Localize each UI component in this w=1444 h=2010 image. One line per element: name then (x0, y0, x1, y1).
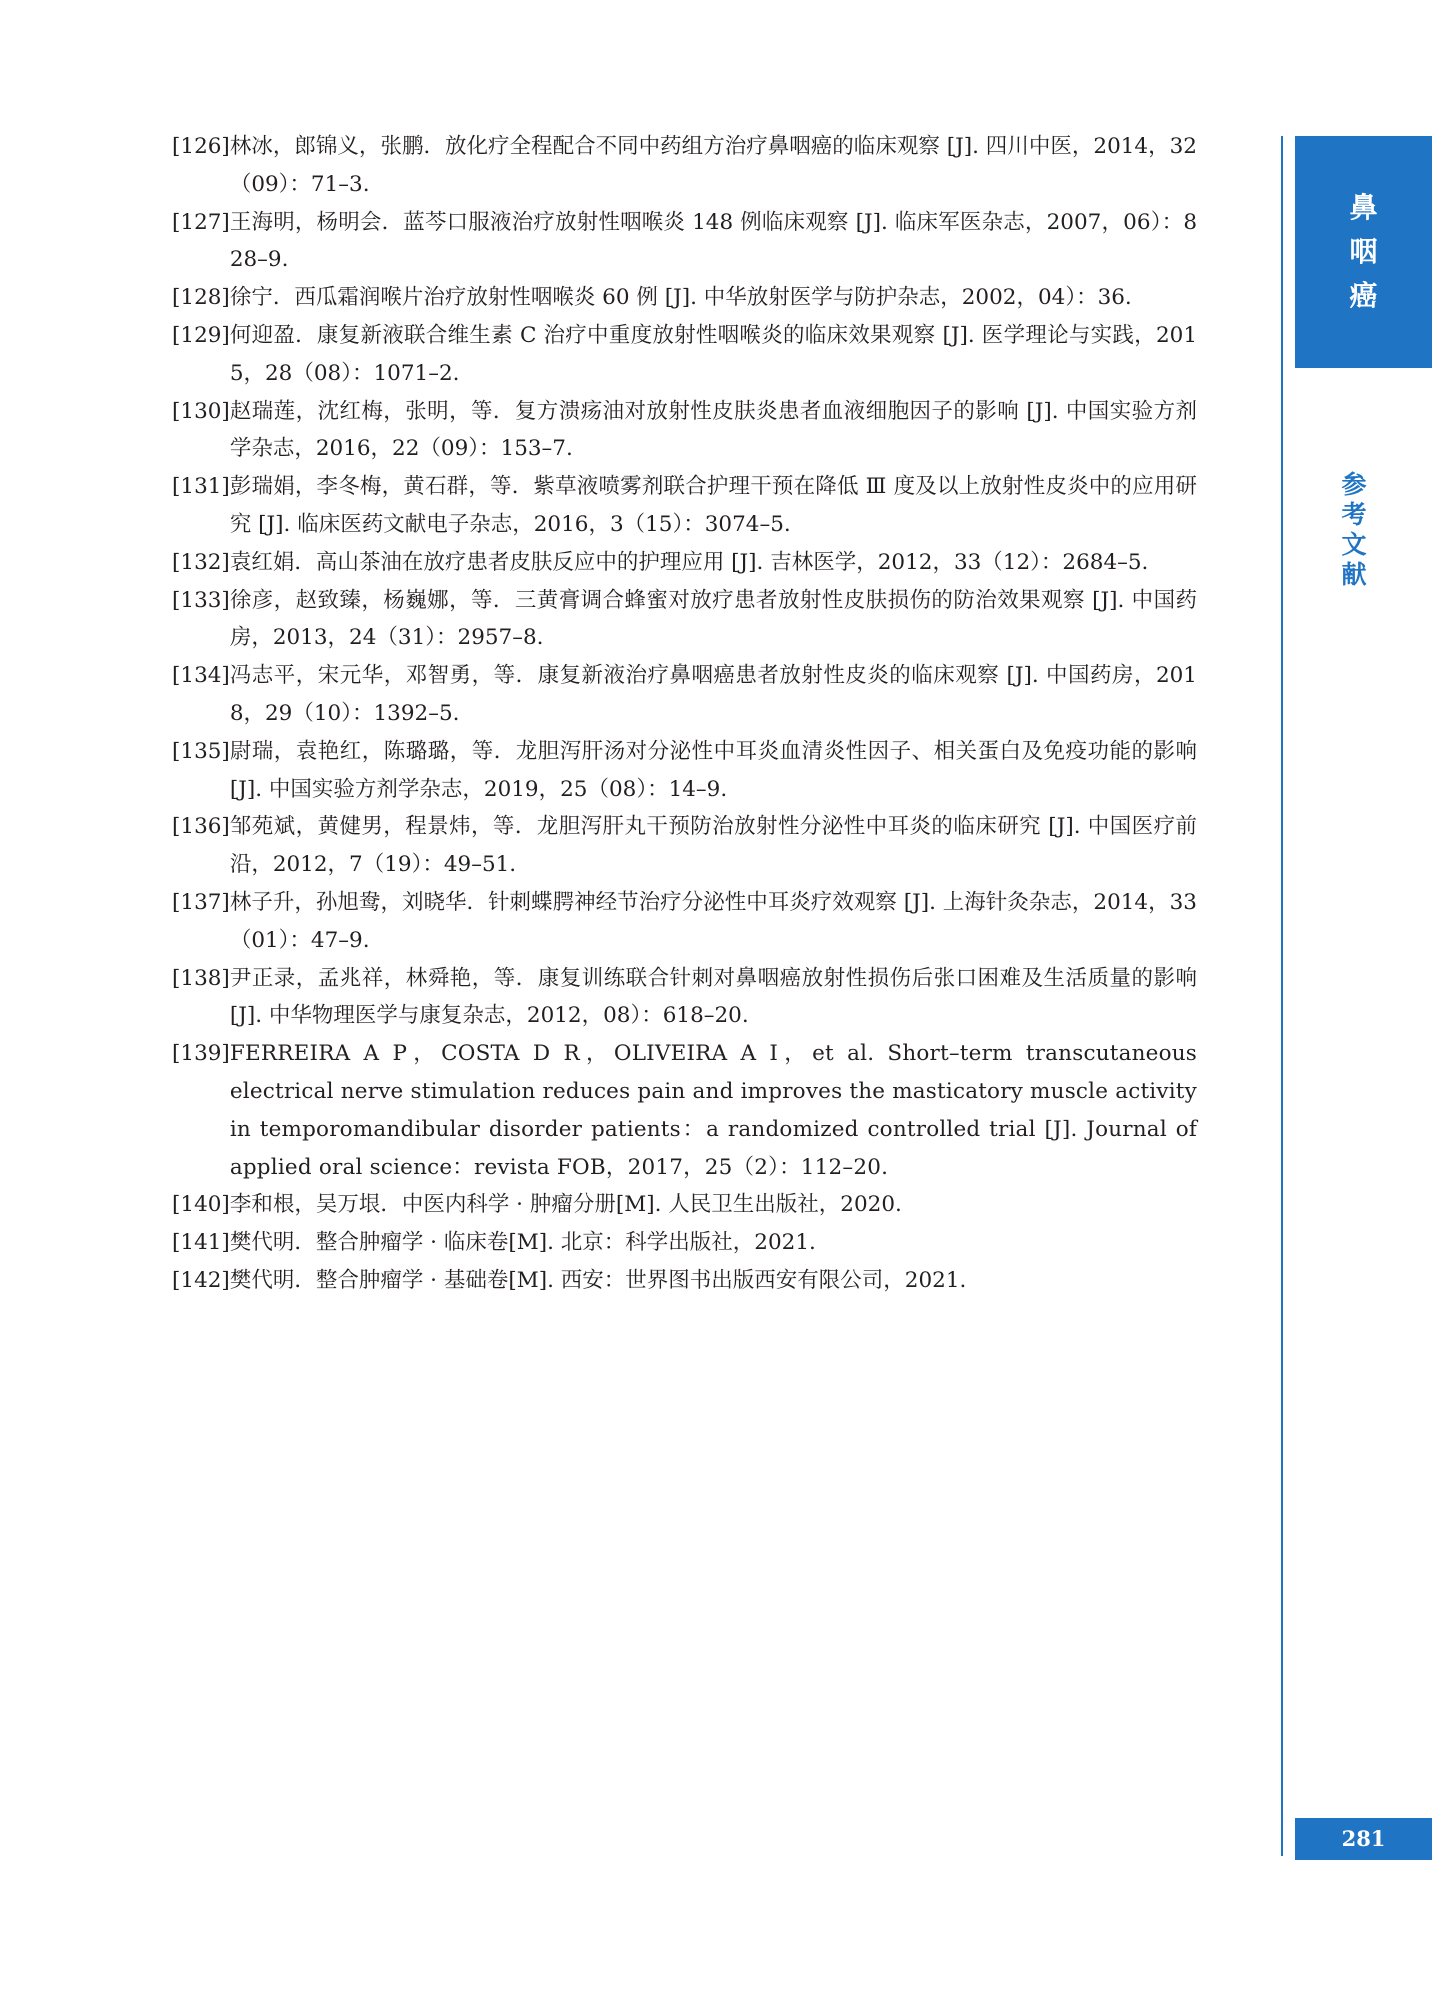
reference-text: 尉瑞，袁艳红，陈璐璐，等．龙胆泻肝汤对分泌性中耳炎血清炎性因子、相关蛋白及免疫功能的影响 [J]. 中国实验方剂学杂志，2019，25（08）：14–9. (229, 738, 1197, 802)
reference-text: 彭瑞娟，李冬梅，黄石群，等．紫草液喷雾剂联合护理干预在降低 Ⅲ 度及以上放射性皮炎中的应用研究 [J]. 临床医药文献电子杂志，2016，3（15）：3074–5. (229, 474, 1197, 537)
reference-number: [136] (172, 814, 230, 840)
reference-item (172, 1186, 1197, 1224)
reference-number: [133] (172, 587, 230, 613)
reference-item (172, 393, 1197, 469)
reference-text: 邹苑斌，黄健男，程景炜，等．龙胆泻肝丸干预防治放射性分泌性中耳炎的临床研究 [J]. 中国医疗前沿，2012，7（19）：49–51. (229, 814, 1197, 878)
section-label-char: 考 (1341, 500, 1367, 529)
reference-number: [137] (172, 889, 230, 915)
reference-number: [130] (172, 398, 230, 424)
chapter-title-char: 鼻 (1349, 191, 1378, 224)
reference-text: 徐彦，赵致臻，杨巍娜，等．三黄膏调合蜂蜜对放疗患者放射性皮肤损伤的防治效果观察 [J]. 中国药房，2013，24（31）：2957–8. (229, 587, 1197, 651)
reference-item (172, 279, 1197, 317)
section-label-char: 献 (1341, 560, 1367, 589)
reference-item (172, 317, 1197, 393)
reference-number: [138] (172, 965, 230, 991)
section-label-char: 参 (1341, 470, 1367, 499)
reference-item (172, 582, 1197, 658)
reference-number: [140] (172, 1192, 230, 1218)
reference-number: [135] (172, 738, 230, 764)
reference-number: [128] (172, 285, 230, 311)
reference-item (172, 544, 1197, 582)
reference-number: [127] (172, 209, 230, 235)
chapter-tab (1295, 136, 1432, 368)
reference-item (172, 960, 1197, 1036)
margin-rule (1281, 136, 1283, 1856)
reference-text: 王海明，杨明会．蓝芩口服液治疗放射性咽喉炎 148 例临床观察 [J]. 临床军医杂志，2007，06）：828–9. (229, 209, 1197, 273)
reference-number: [126] (172, 134, 230, 159)
reference-item (172, 808, 1197, 884)
reference-item (172, 1035, 1197, 1186)
reference-list (172, 128, 1197, 1300)
section-label-char: 文 (1341, 530, 1367, 559)
reference-number: [132] (172, 549, 230, 575)
reference-text: 冯志平，宋元华，邓智勇，等．康复新液治疗鼻咽癌患者放射性皮炎的临床观察 [J]. 中国药房，2018，29（10）：1392–5. (229, 663, 1197, 726)
reference-text: 李和根，吴万垠．中医内科学 · 肿瘤分册[M]. 人民卫生出版社，2020. (229, 1192, 902, 1218)
page-number: 281 (1295, 1818, 1432, 1860)
reference-text: 林冰，郎锦义，张鹏．放化疗全程配合不同中药组方治疗鼻咽癌的临床观察 [J]. 四川中医，2014，32（09）：71–3. (229, 134, 1197, 197)
reference-item (172, 1262, 1197, 1300)
section-label (1330, 470, 1378, 590)
reference-text: 何迎盈．康复新液联合维生素 C 治疗中重度放射性咽喉炎的临床效果观察 [J]. 医学理论与实践，2015，28（08）：1071–2. (229, 322, 1197, 386)
reference-number: [141] (172, 1230, 230, 1256)
reference-number: [134] (172, 663, 230, 689)
reference-number: [142] (172, 1267, 230, 1293)
reference-text: FERREIRA A P，COSTA D R，OLIVEIRA A I，et al. Short–term transcutaneous electrical nerve stimulation reduces pain and improves the masticatory muscle activity in temporomandibular disorder patients：a randomized controlled trial [J]. Journal of applied oral science：revista FOB，2017，25（2）：112–20. (229, 1041, 1197, 1180)
reference-number: [131] (172, 474, 230, 500)
reference-item (172, 468, 1197, 544)
reference-text: 樊代明．整合肿瘤学 · 临床卷[M]. 北京：科学出版社，2021. (229, 1230, 816, 1256)
reference-item (172, 1224, 1197, 1262)
reference-text: 林子升，孙旭鸯，刘晓华．针刺蝶腭神经节治疗分泌性中耳炎疗效观察 [J]. 上海针灸杂志，2014，33（01）：47–9. (229, 889, 1197, 953)
reference-text: 赵瑞莲，沈红梅，张明，等．复方溃疡油对放射性皮肤炎患者血液细胞因子的影响 [J]. 中国实验方剂学杂志，2016，22（09）：153–7. (229, 398, 1197, 462)
reference-number: [139] (172, 1041, 230, 1067)
chapter-title-char: 咽 (1349, 235, 1378, 268)
reference-text: 袁红娟．高山茶油在放疗患者皮肤反应中的护理应用 [J]. 吉林医学，2012，33（12）：2684–5. (229, 549, 1149, 575)
reference-item (172, 733, 1197, 809)
reference-item (172, 657, 1197, 733)
reference-text: 尹正录，孟兆祥，林舜艳，等．康复训练联合针刺对鼻咽癌放射性损伤后张口困难及生活质量的影响 [J]. 中华物理医学与康复杂志，2012，08）：618–20. (229, 965, 1197, 1029)
reference-item (172, 204, 1197, 280)
reference-item (172, 128, 1197, 204)
reference-text: 樊代明．整合肿瘤学 · 基础卷[M]. 西安：世界图书出版西安有限公司，2021. (229, 1267, 967, 1293)
reference-item (172, 884, 1197, 960)
chapter-title-char: 癌 (1349, 279, 1378, 312)
reference-text: 徐宁．西瓜霜润喉片治疗放射性咽喉炎 60 例 [J]. 中华放射医学与防护杂志，2002，04）：36. (229, 285, 1132, 311)
reference-number: [129] (172, 322, 230, 348)
